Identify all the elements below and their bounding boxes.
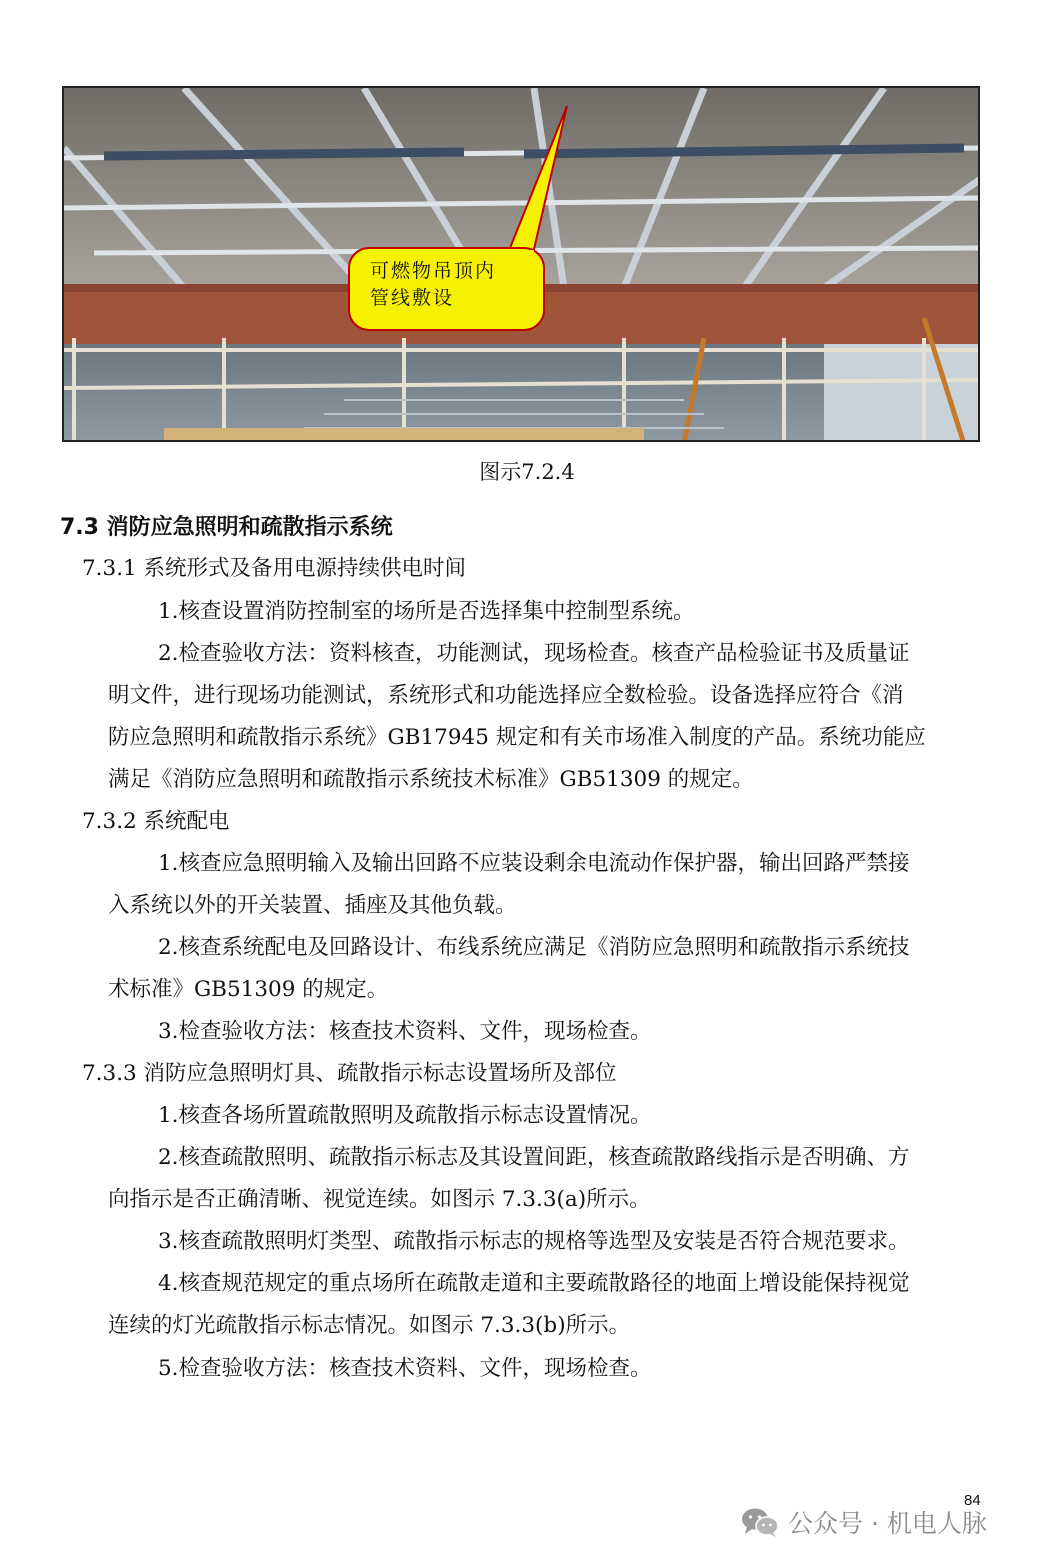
paragraph-line: 2.核查系统配电及回路设计、布线系统应满足《消防应急照明和疏散指示系统技 (158, 935, 910, 960)
paragraph-line: 入系统以外的开关装置、插座及其他负载。 (108, 893, 517, 918)
callout-line-1: 可燃物吊顶内 (370, 260, 497, 282)
paragraph-line: 1.核查设置消防控制室的场所是否选择集中控制型系统。 (158, 599, 695, 624)
paragraph-line: 术标准》GB51309 的规定。 (108, 977, 389, 1002)
paragraph-line: 向指示是否正确清晰、视觉连续。如图示 7.3.3(a)所示。 (108, 1187, 651, 1212)
wechat-icon (740, 1506, 780, 1538)
paragraph-line: 3.检查验收方法：核查技术资料、文件，现场检查。 (158, 1019, 652, 1044)
figure-caption: 图示7.2.4 (479, 460, 575, 484)
watermark-text: 公众号 · 机电人脉 (788, 1509, 987, 1538)
paragraph-line: 1.核查应急照明输入及输出回路不应装设剩余电流动作保护器，输出回路严禁接 (158, 851, 910, 876)
callout-line-2: 管线敷设 (370, 287, 455, 309)
ceiling-photo-drawing (64, 88, 980, 442)
paragraph-line: 2.核查疏散照明、疏散指示标志及其设置间距，核查疏散路线指示是否明确、方 (158, 1145, 910, 1170)
paragraph-line: 明文件，进行现场功能测试，系统形式和功能选择应全数检验。设备选择应符合《消 (108, 683, 904, 708)
ceiling-photo (62, 86, 980, 442)
subsection-heading: 7.3.1 系统形式及备用电源持续供电时间 (82, 556, 467, 581)
watermark (740, 1504, 987, 1540)
subsection-heading: 7.3.2 系统配电 (82, 809, 230, 834)
paragraph-line: 1.核查各场所置疏散照明及疏散指示标志设置情况。 (158, 1103, 652, 1128)
subsection-heading: 7.3.3 消防应急照明灯具、疏散指示标志设置场所及部位 (82, 1061, 617, 1086)
paragraph-line: 连续的灯光疏散指示标志情况。如图示 7.3.3(b)所示。 (108, 1313, 631, 1338)
section-title: 7.3 消防应急照明和疏散指示系统 (60, 515, 393, 540)
paragraph-line: 防应急照明和疏散指示系统》GB17945 规定和有关市场准入制度的产品。系统功能应 (108, 725, 926, 750)
paragraph-line: 2.检查验收方法：资料核查，功能测试，现场检查。核查产品检验证书及质量证 (158, 641, 910, 666)
paragraph-line: 4.核查规范规定的重点场所在疏散走道和主要疏散路径的地面上增设能保持视觉 (158, 1271, 910, 1296)
page-number: 84 (964, 1492, 981, 1509)
callout-label (370, 258, 496, 312)
paragraph-line: 满足《消防应急照明和疏散指示系统技术标准》GB51309 的规定。 (108, 767, 754, 792)
paragraph-line: 3.核查疏散照明灯类型、疏散指示标志的规格等选型及安装是否符合规范要求。 (158, 1229, 910, 1254)
paragraph-line: 5.检查验收方法：核查技术资料、文件，现场检查。 (158, 1356, 652, 1381)
